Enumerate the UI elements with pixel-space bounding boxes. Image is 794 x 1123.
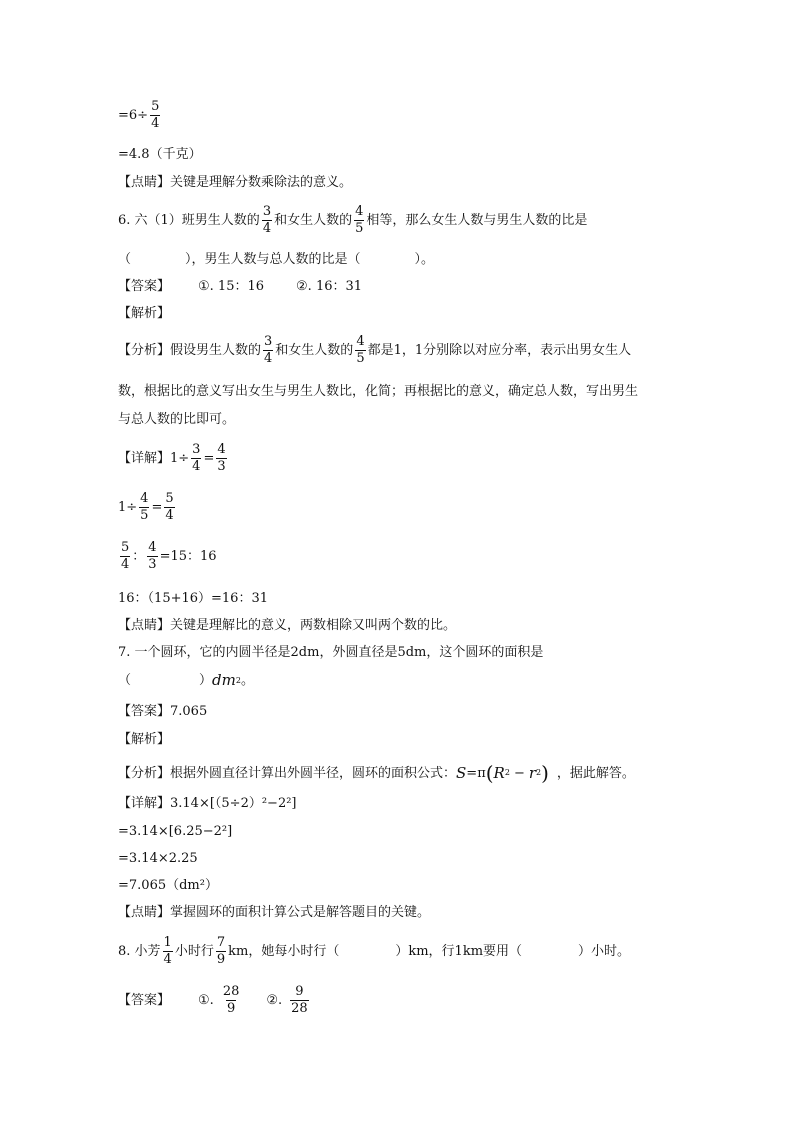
calc-text: =6÷ [118,107,149,123]
q8-stem-line: 8. 小芳 $\frac{1}{4}$ 小时行 $\frac{7}{9}$ km，她每小时行（ ）km，行1km要用（ ）小时。 [118,935,631,967]
q7-detail-line-2: =3.14×[6.25−2²] [118,824,233,839]
q7-tip-line: 【点睛】掌握圆环的面积计算公式是解答题目的关键。 [118,905,431,920]
q7-detail-line-4: =7.065（dm²） [118,878,218,893]
fraction: $\frac{1}{4}$ [163,935,172,967]
fraction: $\frac{28}{9}$ [222,984,240,1016]
fraction: $\frac{5}{4}$ [121,540,130,572]
q7-detail-line-3: =3.14×2.25 [118,851,198,866]
q7-stem-line-1: 7. 一个圆环，它的内圆半径是2dm，外圆直径是5dm，这个圆环的面积是 [118,645,544,660]
q7-answer-line: 【答案】7.065 [118,704,208,719]
calc-line-1 [118,100,162,130]
q8-answer-line: 【答案】 ①. $\frac{28}{9}$ ②. $\frac{9}{28}$ [118,984,308,1016]
q6-detail-line-3: $\frac{5}{4}$ ： $\frac{4}{3}$ =15：16 [121,540,217,572]
fraction: $\frac{4}{5}$ [356,334,365,366]
q6-detail-line-2: 1÷ $\frac{4}{5}$ = $\frac{5}{4}$ [118,491,174,523]
fraction: $\frac{3}{4}$ [192,442,201,474]
q6-tip-line: 【点睛】关键是理解比的意义，两数相除又叫两个数的比。 [118,618,457,633]
fraction: $\frac{5}{4}$ [151,99,160,131]
fraction: $\frac{4}{5}$ [355,204,364,236]
q7-analysis-line: 【分析】根据外圆直径计算出外圆半径，圆环的面积公式： S =π ( R 2 − r 2 ) ，据此解答。 [118,761,635,785]
q6-analysis-line-2: 数，根据比的意义写出女生与男生人数比，化简；再根据比的意义，确定总人数，写出男生 [118,384,639,399]
unit-dm: dm [212,671,236,689]
q6-stem-line-1: 6. 六（1）班男生人数的 $\frac{3}{4}$ 和女生人数的 $\frac{4}{5}$ 相等，那么女生人数与男生人数的比是 [118,204,588,236]
tip-line: 【点睛】关键是理解分数乘除法的意义。 [118,175,353,190]
q7-analysis-label: 【解析】 [118,732,171,747]
fraction: $\frac{4}{3}$ [148,540,157,572]
q6-answer-line: 【答案】 ①. 15：16 ②. 16：31 [118,279,363,294]
fraction: $\frac{9}{28}$ [291,984,308,1016]
fraction: $\frac{3}{4}$ [264,334,273,366]
fraction: $\frac{3}{4}$ [262,204,272,236]
fraction: $\frac{4}{3}$ [217,442,226,474]
q6-stem-line-2: （ ），男生人数与总人数的比是（ ）。 [118,252,435,267]
q7-detail-line-1: 【详解】3.14×[（5÷2）²−2²] [118,796,297,811]
fraction: $\frac{5}{4}$ [165,491,174,523]
q6-detail-line-4: 16：（15+16）=16：31 [118,591,268,606]
q6-analysis-line-3: 与总人数的比即可。 [118,412,236,427]
q6-analysis-line-1: 【分析】假设男生人数的 $\frac{3}{4}$ 和女生人数的 $\frac{4}{5}$ 都是1，1分别除以对应分率，表示出男女生人 [118,334,632,366]
formula-area: S [456,763,467,782]
fraction: $\frac{4}{5}$ [140,491,149,523]
q7-stem-line-2: （ ） dm 2 。 [118,671,254,689]
q6-analysis-label: 【解析】 [118,306,171,321]
calc-line-2: =4.8（千克） [118,147,202,162]
q6-detail-line-1: 【详解】1÷ $\frac{3}{4}$ = $\frac{4}{3}$ [118,442,226,474]
fraction: $\frac{7}{9}$ [216,935,226,967]
